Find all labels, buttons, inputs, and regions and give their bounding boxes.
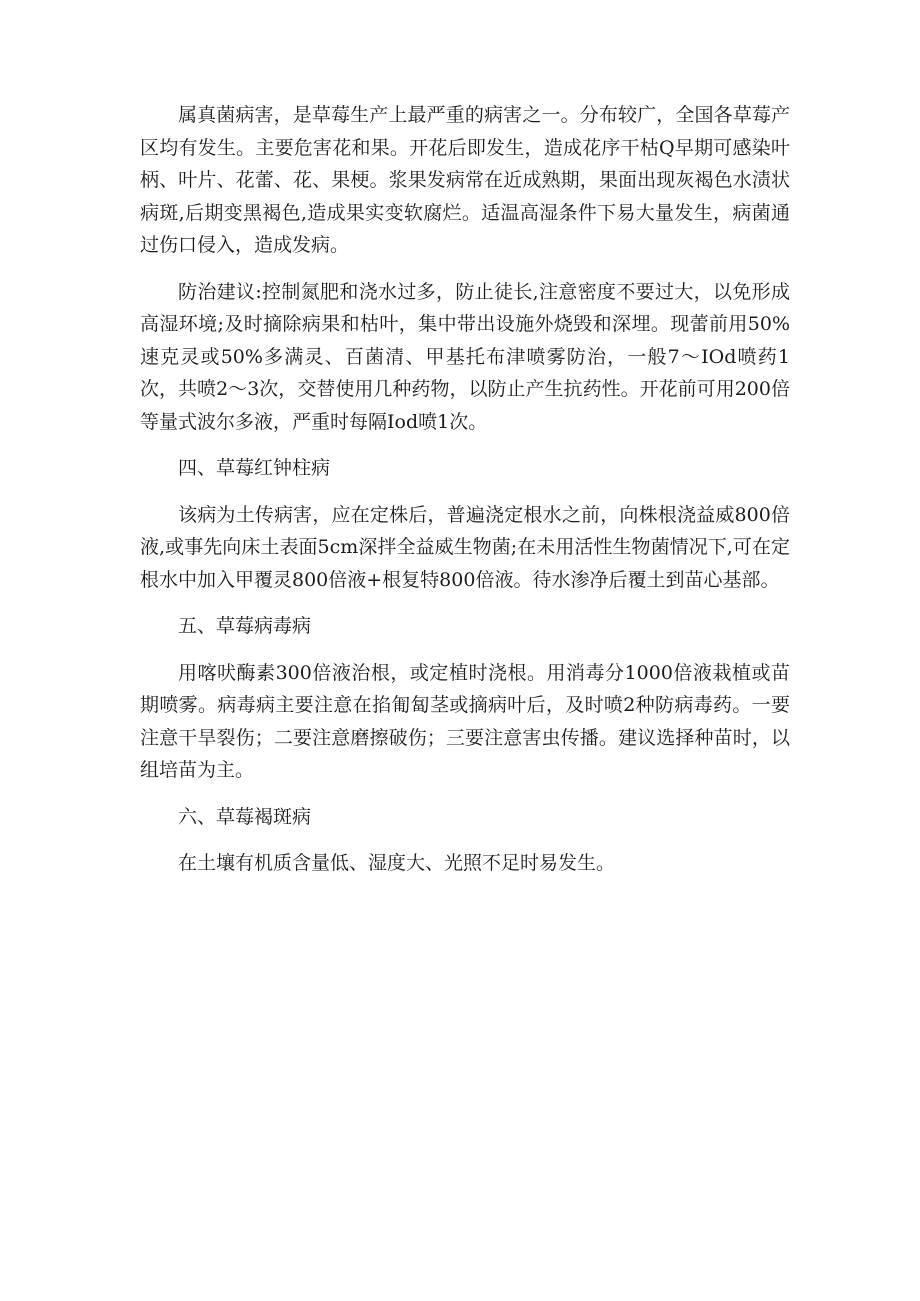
paragraph-virus-disease: 用喀吠酶素300倍液治根，或定植时浇根。用消毒分1000倍液栽植或苗期喷雾。病毒病主要注意在掐匍匐茎或摘病叶后，及时喷2种防病毒药。一要注意干旱裂伤；二要注意磨擦破伤；三要注意害虫传播。建议选择种苗时，以组培苗为主。 [140, 661, 790, 781]
paragraph-gray-mold: 属真菌病害，是草莓生产上最严重的病害之一。分布较广，全国各草莓产区均有发生。主要危害花和果。开花后即发生，造成花序干枯Q早期可感染叶柄、叶片、花蕾、花、果梗。浆果发病常在近成熟期，果面出现灰褐色水渍状病斑,后期变黑褐色,造成果实变软腐烂。适温高湿条件下易大量发生，病菌通过伤口侵入，造成发病。 [140, 104, 790, 256]
paragraph-prevention-advice: 防治建议:控制氮肥和浇水过多，防止徒长,注意密度不要过大，以免形成高湿环境;及时摘除病果和枯叶，集中带出设施外烧毁和深埋。现蕾前用50%速克灵或50%多满灵、百菌清、甲基托布津喷雾防治，一般7～IOd喷药1次，共喷2～3次，交替使用几种药物，以防止产生抗药性。开花前可用200倍等量式波尔多液，严重时每隔Iod喷1次。 [140, 280, 790, 433]
heading-brown-spot: 六、草莓褐斑病 [178, 805, 312, 828]
heading-red-stele: 四、草莓红钟柱病 [178, 457, 331, 479]
paragraph-red-stele: 该病为土传病害，应在定株后，普遍浇定根水之前，向株根浇益威800倍液,或事先向床土表面5cm深拌全益威生物菌;在未用活性生物菌情况下,可在定根水中加入甲覆灵800倍液+根复特800倍液。待水渗净后覆土到苗心基部。 [140, 503, 790, 591]
document-body [140, 99, 790, 894]
paragraph-brown-spot: 在土壤有机质含量低、湿度大、光照不足时易发生。 [178, 852, 616, 874]
heading-virus-disease: 五、草莓病毒病 [178, 615, 312, 637]
